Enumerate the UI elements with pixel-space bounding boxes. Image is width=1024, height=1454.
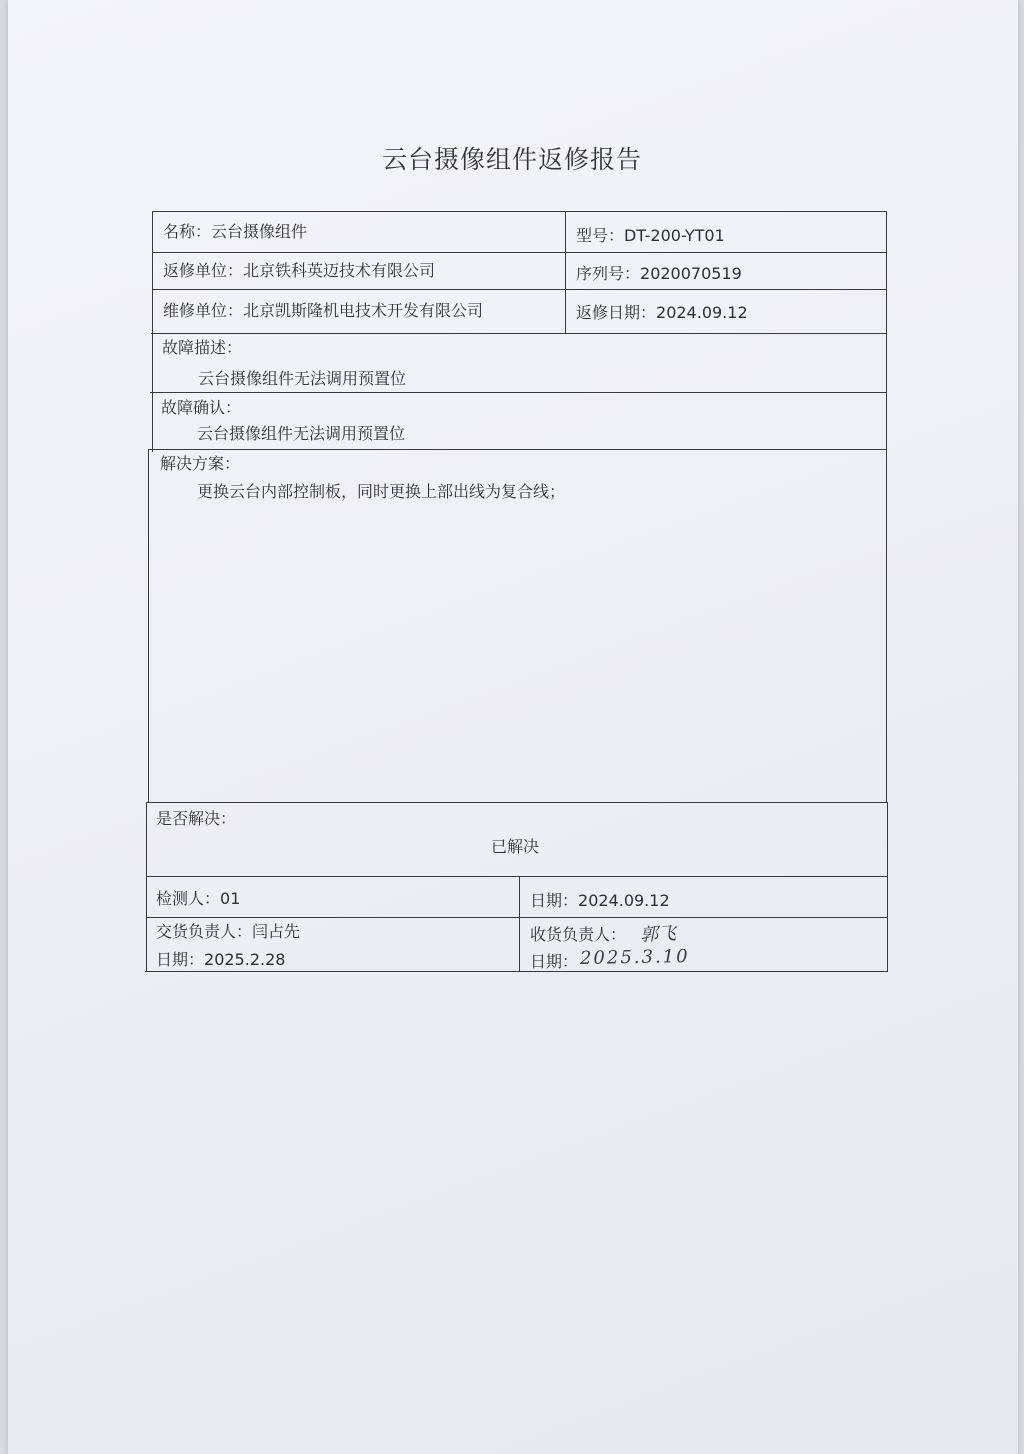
repair-unit-label: 维修单位： — [163, 301, 244, 320]
deliver-date-field — [156, 947, 285, 970]
name-field — [163, 219, 307, 242]
inspect-date-field — [530, 888, 670, 911]
return-unit-label: 返修单位： — [163, 261, 244, 280]
deliverer-label: 交货负责人： — [156, 922, 253, 941]
table-border-left — [152, 211, 153, 452]
table-border-right — [887, 802, 888, 972]
serial-label: 序列号： — [576, 264, 641, 283]
receive-date-label: 日期： — [530, 952, 579, 971]
table-rule — [151, 333, 887, 334]
name-label: 名称： — [163, 222, 212, 241]
serial-value: 2020070519 — [640, 264, 742, 283]
model-field — [576, 223, 725, 246]
fault-confirmation-label: 故障确认： — [161, 398, 242, 417]
inspect-date-label: 日期： — [530, 891, 579, 910]
table-rule — [147, 802, 888, 803]
inspector-label: 检测人： — [156, 889, 221, 908]
receiver-label: 收货负责人： — [530, 925, 627, 944]
report-title: 云台摄像组件返修报告 — [381, 145, 642, 174]
serial-field — [576, 261, 742, 284]
table-border-left — [148, 449, 149, 803]
solution-label: 解决方案： — [160, 454, 241, 473]
table-rule — [152, 252, 887, 253]
table-border-right — [886, 211, 887, 803]
name-value: 云台摄像组件 — [211, 222, 308, 241]
return-unit-value: 北京铁科英迈技术有限公司 — [243, 261, 436, 280]
repair-unit-value: 北京凯斯隆机电技术开发有限公司 — [243, 301, 484, 320]
model-label: 型号： — [576, 226, 625, 245]
resolved-label: 是否解决： — [156, 809, 237, 828]
return-date-value: 2024.09.12 — [656, 303, 748, 322]
table-column-divider — [519, 876, 520, 972]
table-column-divider — [565, 211, 566, 334]
table-rule — [150, 392, 887, 393]
inspect-date-value: 2024.09.12 — [578, 891, 670, 910]
receiver-signature: 郭飞 — [639, 923, 677, 946]
table-rule — [146, 876, 888, 877]
return-unit-field — [163, 258, 435, 281]
inspector-value: 01 — [220, 889, 241, 908]
fault-description-value: 云台摄像组件无法调用预置位 — [198, 369, 407, 388]
table-rule — [149, 449, 887, 450]
table-border-left — [146, 802, 147, 972]
table-border-bottom — [145, 971, 888, 972]
inspector-field — [156, 886, 240, 909]
return-date-field — [576, 300, 748, 323]
receive-date-handwritten: 2025.3.10 — [579, 946, 690, 969]
resolved-value: 已解决 — [491, 837, 540, 856]
table-border-top — [152, 211, 887, 212]
deliver-date-label: 日期： — [156, 950, 205, 969]
fault-description-label: 故障描述： — [162, 338, 243, 357]
fault-confirmation-value: 云台摄像组件无法调用预置位 — [197, 424, 406, 443]
table-rule — [146, 917, 888, 918]
model-value: DT-200-YT01 — [624, 226, 725, 245]
solution-value: 更换云台内部控制板，同时更换上部出线为复合线； — [197, 482, 566, 501]
table-rule — [152, 289, 887, 290]
return-date-label: 返修日期： — [576, 303, 657, 322]
repair-unit-field — [163, 298, 483, 321]
deliverer-value: 闫占先 — [252, 922, 301, 941]
deliver-date-value: 2025.2.28 — [204, 950, 286, 969]
deliverer-field — [156, 919, 300, 942]
paper-sheet — [8, 0, 1018, 1454]
